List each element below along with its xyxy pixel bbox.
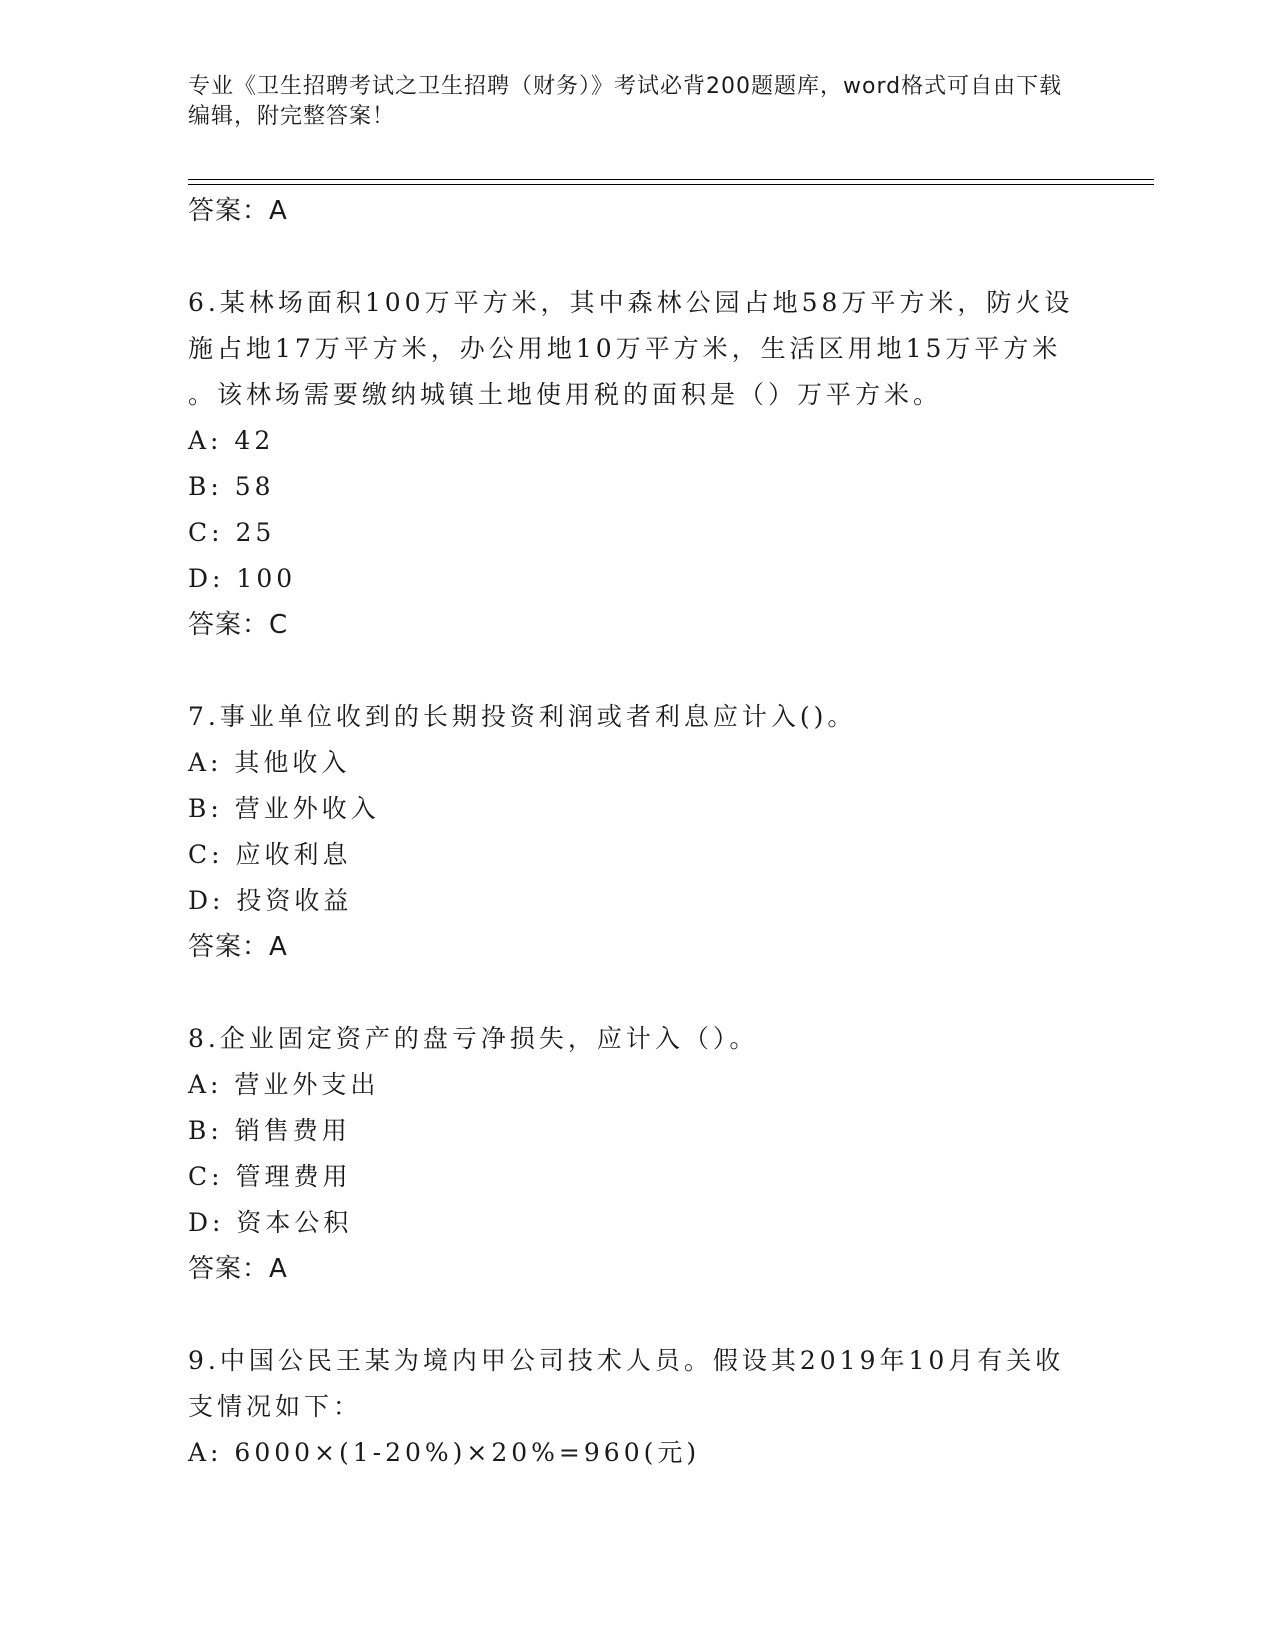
- question-text-line: 支情况如下：: [188, 1392, 363, 1421]
- option-a: A: 其他收入: [188, 748, 351, 777]
- option-a: A: 6000×(1-20%)×20%=960(元): [188, 1438, 701, 1467]
- question-text-line: 9.中国公民王某为境内甲公司技术人员。假设其2019年10月有关收: [188, 1346, 1065, 1375]
- option-c: C: 应收利息: [188, 840, 352, 869]
- option-d: D: 100: [188, 564, 297, 593]
- option-a: A: 营业外支出: [188, 1070, 380, 1099]
- question-list: [188, 188, 1088, 1476]
- question-text-line: 施占地17万平方米，办公用地10万平方米，生活区用地15万平方米: [188, 334, 1062, 363]
- question-text-line: 7.事业单位收到的长期投资利润或者利息应计入()。: [188, 702, 857, 731]
- header-rule-top: [188, 179, 1154, 180]
- question-text-line: 。该林场需要缴纳城镇土地使用税的面积是（）万平方米。: [188, 380, 943, 409]
- spacer: [188, 970, 1088, 1016]
- answer-line: 答案：A: [188, 932, 288, 962]
- question-text-line: 6.某林场面积100万平方米，其中森林公园占地58万平方米，防火设: [188, 288, 1074, 317]
- question-text-line: 8.企业固定资产的盘亏净损失，应计入（）。: [188, 1024, 759, 1053]
- question-block: [188, 1338, 1088, 1476]
- option-d: D: 投资收益: [188, 886, 353, 915]
- header-rule-bottom: [188, 184, 1154, 185]
- question-block: [188, 280, 1088, 648]
- answer-line: 答案：C: [188, 610, 289, 640]
- question-block: [188, 1016, 1088, 1292]
- answer-line: 答案：A: [188, 196, 288, 226]
- option-d: D: 资本公积: [188, 1208, 353, 1237]
- option-a: A: 42: [188, 426, 275, 455]
- question-block: [188, 694, 1088, 970]
- option-c: C: 25: [188, 518, 276, 547]
- answer-line: 答案：A: [188, 1254, 288, 1284]
- spacer: [188, 234, 1088, 280]
- option-b: B: 销售费用: [188, 1116, 351, 1145]
- spacer: [188, 648, 1088, 694]
- option-b: B: 营业外收入: [188, 794, 380, 823]
- option-c: C: 管理费用: [188, 1162, 352, 1191]
- document-header: 专业《卫生招聘考试之卫生招聘（财务）》考试必背200题题库，word格式可自由下载编辑，附完整答案！: [188, 74, 1063, 129]
- option-b: B: 58: [188, 472, 275, 501]
- spacer: [188, 1292, 1088, 1338]
